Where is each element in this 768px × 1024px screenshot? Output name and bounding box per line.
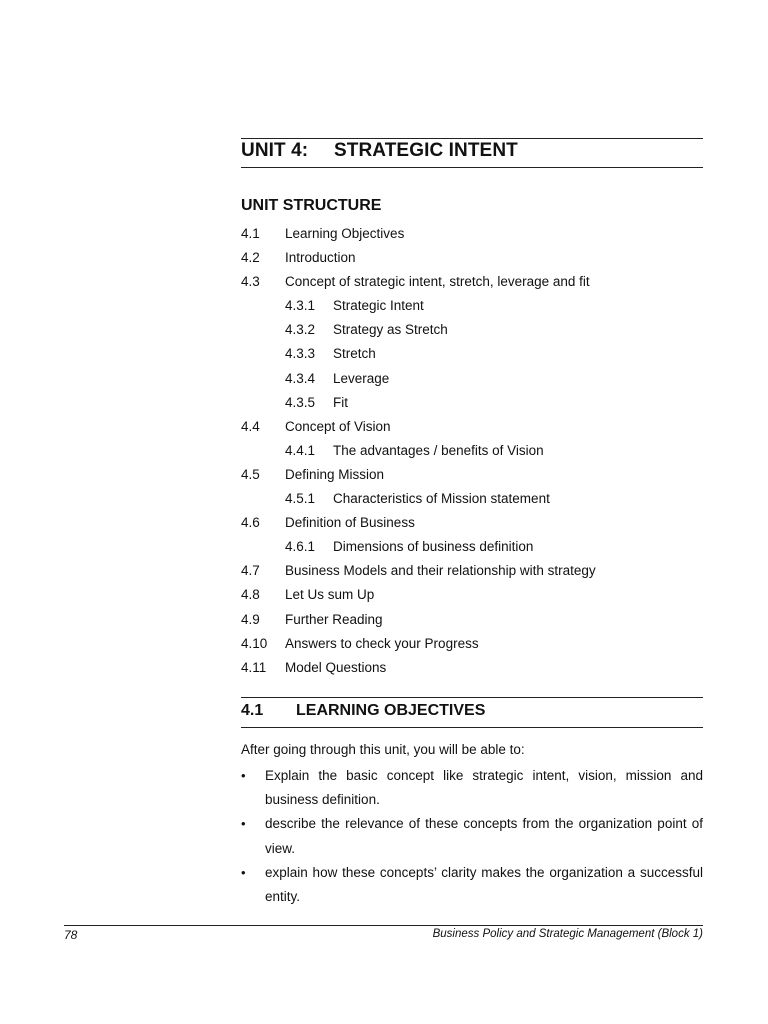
toc-item-number: 4.3.5 xyxy=(285,394,316,410)
toc-item-number: 4.7 xyxy=(241,563,260,579)
toc-item-number: 4.8 xyxy=(241,587,260,603)
toc-item-number: 4.1 xyxy=(241,226,260,241)
toc-item-number: 4.6 xyxy=(241,515,260,531)
toc-item xyxy=(241,634,703,658)
toc-item xyxy=(241,465,703,489)
toc-item-text: Strategic Intent xyxy=(333,298,424,314)
toc-item-text: Learning Objectives xyxy=(285,226,405,241)
toc-item xyxy=(241,658,703,682)
toc-item-text: Strategy as Stretch xyxy=(333,322,448,338)
toc-item-number: 4.3.2 xyxy=(285,322,316,338)
toc-item-text: Defining Mission xyxy=(285,466,385,482)
toc-item-number: 4.9 xyxy=(241,611,260,627)
unit-number: UNIT 4: xyxy=(241,140,309,161)
objectives-list xyxy=(241,764,703,909)
section-bottom-rule xyxy=(241,727,703,728)
top-rule xyxy=(241,138,703,139)
toc-item xyxy=(241,369,703,393)
toc-item-text: Introduction xyxy=(285,250,356,266)
toc-item-number: 4.11 xyxy=(241,659,267,675)
toc-item-number: 4.5 xyxy=(241,466,260,482)
bullet-icon: • xyxy=(241,816,246,832)
section-title: LEARNING OBJECTIVES xyxy=(296,702,486,719)
toc-item xyxy=(241,417,703,441)
objective-text: describe the relevance of these concepts from the organization point of view. xyxy=(265,816,703,856)
toc-item-number: 4.6.1 xyxy=(285,539,316,555)
objective-item xyxy=(241,812,703,860)
unit-structure-list xyxy=(241,224,703,682)
section-top-rule xyxy=(241,697,703,698)
toc-item-text: Answers to check your Progress xyxy=(285,635,479,651)
toc-item xyxy=(241,585,703,609)
toc-item-text: Concept of Vision xyxy=(285,418,391,434)
toc-item-text: Stretch xyxy=(333,346,376,362)
toc-item-number: 4.3.4 xyxy=(285,370,316,386)
book-title: Business Policy and Strategic Management (Block 1) xyxy=(432,928,703,940)
objective-text: Explain the basic concept like strategic intent, vision, mission and business definition. xyxy=(265,768,703,808)
toc-item-text: The advantages / benefits of Vision xyxy=(333,442,544,458)
toc-item xyxy=(241,344,703,368)
toc-item-text: Dimensions of business definition xyxy=(333,539,534,555)
toc-item-number: 4.4 xyxy=(241,418,260,434)
toc-item xyxy=(241,224,703,248)
toc-item-text: Further Reading xyxy=(285,611,383,627)
unit-title-rule xyxy=(241,167,703,168)
unit-structure-heading: UNIT STRUCTURE xyxy=(241,197,382,214)
toc-item-text: Model Questions xyxy=(285,659,387,675)
learning-objectives-heading xyxy=(241,702,485,720)
toc-item-number: 4.3.1 xyxy=(285,298,316,314)
toc-item xyxy=(241,537,703,561)
objective-item xyxy=(241,861,703,909)
toc-item-number: 4.5.1 xyxy=(285,491,316,507)
objectives-intro: After going through this unit, you will be able to: xyxy=(241,742,525,757)
toc-item-number: 4.10 xyxy=(241,635,268,651)
toc-item-number: 4.2 xyxy=(241,250,260,266)
toc-item xyxy=(241,393,703,417)
toc-item-number: 4.4.1 xyxy=(285,442,316,458)
objective-item xyxy=(241,764,703,812)
toc-item-text: Business Models and their relationship with strategy xyxy=(285,563,596,579)
toc-item xyxy=(241,272,703,296)
toc-item-number: 4.3 xyxy=(241,274,260,290)
toc-item xyxy=(241,610,703,634)
toc-item-text: Characteristics of Mission statement xyxy=(333,491,550,507)
toc-item-text: Let Us sum Up xyxy=(285,587,375,603)
section-number: 4.1 xyxy=(241,702,264,719)
footer-rule xyxy=(64,925,703,926)
toc-item xyxy=(241,296,703,320)
unit-name: STRATEGIC INTENT xyxy=(334,140,518,161)
unit-title xyxy=(241,140,518,162)
toc-item xyxy=(241,489,703,513)
toc-item xyxy=(241,248,703,272)
toc-item xyxy=(241,513,703,537)
toc-item xyxy=(241,320,703,344)
toc-item xyxy=(241,441,703,465)
bullet-icon: • xyxy=(241,864,246,880)
toc-item-number: 4.3.3 xyxy=(285,346,316,362)
toc-item-text: Leverage xyxy=(333,370,390,386)
objective-text: explain how these concepts’ clarity makes the organization a successful entity. xyxy=(265,864,703,905)
page-number: 78 xyxy=(64,928,78,942)
toc-item-text: Definition of Business xyxy=(285,515,415,531)
bullet-icon: • xyxy=(241,768,246,783)
toc-item-text: Concept of strategic intent, stretch, leverage and fit xyxy=(285,274,590,290)
toc-item xyxy=(241,561,703,585)
toc-item-text: Fit xyxy=(333,394,348,410)
